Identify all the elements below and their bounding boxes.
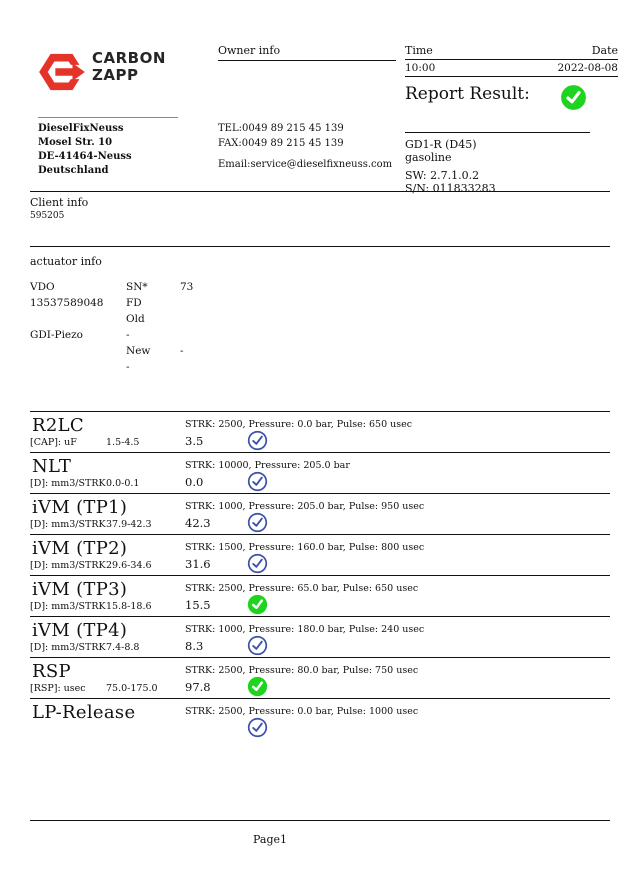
owner-tel: TEL:0049 89 215 45 139 xyxy=(218,123,344,134)
time-date-block xyxy=(405,44,618,79)
test-row xyxy=(30,493,610,535)
actuator-cell xyxy=(30,311,126,327)
actuator-cell: - xyxy=(126,361,130,373)
owner-contact-block xyxy=(218,121,392,172)
test-conditions: STRK: 1500, Pressure: 160.0 bar, Pulse: 800 usec xyxy=(185,542,425,553)
actuator-info-heading: actuator info xyxy=(30,255,102,268)
actuator-cell: FD xyxy=(126,297,142,309)
actuator-cell xyxy=(180,327,260,343)
test-row xyxy=(30,575,610,617)
test-unit-label: [D]: mm3/STRK xyxy=(30,478,106,489)
owner-fax: FAX:0049 89 215 45 139 xyxy=(218,138,344,149)
page-number: Page1 xyxy=(252,833,287,846)
actuator-row xyxy=(30,311,260,327)
test-row xyxy=(30,452,610,494)
owner-address-block xyxy=(38,117,178,178)
test-row xyxy=(30,657,610,699)
report-result-label: Report Result: xyxy=(405,84,530,104)
client-number: 595205 xyxy=(30,211,65,221)
test-name: RSP xyxy=(32,661,71,682)
test-value: 42.3 xyxy=(185,516,211,530)
machine-info-block xyxy=(405,132,590,195)
test-conditions: STRK: 1000, Pressure: 180.0 bar, Pulse: 240 usec xyxy=(185,624,425,635)
test-unit-label: [D]: mm3/STRK xyxy=(30,560,106,571)
check-icon xyxy=(247,717,268,738)
owner-street: Mosel Str. 10 xyxy=(38,137,113,148)
time-date-value-row xyxy=(405,62,618,77)
actuator-cell: GDI-Piezo xyxy=(30,329,83,341)
owner-city: DE-41464-Neuss xyxy=(38,151,132,162)
actuator-cell: 13537589048 xyxy=(30,297,104,309)
test-conditions: STRK: 2500, Pressure: 0.0 bar, Pulse: 1000 usec xyxy=(185,706,419,717)
test-range: 75.0-175.0 xyxy=(106,683,158,694)
test-name: R2LC xyxy=(32,415,84,436)
test-value: 0.0 xyxy=(185,475,204,489)
actuator-cell: SN* xyxy=(126,281,148,293)
date-value: 2022-08-08 xyxy=(557,62,618,74)
actuator-cell: - xyxy=(180,345,184,357)
test-row xyxy=(30,616,610,658)
test-name: iVM (TP4) xyxy=(32,620,128,641)
divider-line xyxy=(30,191,610,192)
actuator-row xyxy=(30,279,260,295)
test-value: 97.8 xyxy=(185,680,211,694)
check-icon xyxy=(247,512,268,533)
test-name: iVM (TP1) xyxy=(32,497,128,518)
check-icon xyxy=(247,471,268,492)
test-range: 15.8-18.6 xyxy=(106,601,152,612)
test-conditions: STRK: 2500, Pressure: 80.0 bar, Pulse: 750 usec xyxy=(185,665,419,676)
actuator-cell xyxy=(30,359,126,375)
logo-line2: ZAPP xyxy=(92,66,139,84)
time-label: Time xyxy=(405,44,433,57)
owner-name: DieselFixNeuss xyxy=(38,123,124,134)
test-row xyxy=(30,698,610,740)
report-result-pass-icon xyxy=(560,84,587,111)
actuator-cell xyxy=(180,311,260,327)
test-conditions: STRK: 2500, Pressure: 0.0 bar, Pulse: 650 usec xyxy=(185,419,413,430)
check-icon xyxy=(247,635,268,656)
machine-sw-version: SW: 2.7.1.0.2 xyxy=(405,169,480,182)
check-icon xyxy=(247,676,268,697)
actuator-row xyxy=(30,359,260,375)
time-value: 10:00 xyxy=(405,62,436,74)
actuator-cell: - xyxy=(126,329,130,341)
test-row xyxy=(30,411,610,453)
test-conditions: STRK: 10000, Pressure: 205.0 bar xyxy=(185,460,350,471)
check-icon xyxy=(247,430,268,451)
test-conditions: STRK: 1000, Pressure: 205.0 bar, Pulse: 950 usec xyxy=(185,501,425,512)
test-value: 31.6 xyxy=(185,557,211,571)
logo-wordmark xyxy=(92,50,166,84)
test-unit-label: [RSP]: usec xyxy=(30,683,86,694)
test-range: 7.4-8.8 xyxy=(106,642,140,653)
actuator-cell xyxy=(30,343,126,359)
test-unit-label: [D]: mm3/STRK xyxy=(30,601,106,612)
client-info-heading: Client info xyxy=(30,196,89,209)
actuator-cell xyxy=(180,359,260,375)
test-unit-label: [D]: mm3/STRK xyxy=(30,642,106,653)
owner-info-heading: Owner info xyxy=(218,44,396,61)
divider-line xyxy=(30,246,610,247)
actuator-cell: VDO xyxy=(30,281,55,293)
test-conditions: STRK: 2500, Pressure: 65.0 bar, Pulse: 650 usec xyxy=(185,583,419,594)
footer-divider-line xyxy=(30,820,610,821)
test-range: 37.9-42.3 xyxy=(106,519,152,530)
test-row xyxy=(30,534,610,576)
machine-fuel: gasoline xyxy=(405,150,452,164)
actuator-row xyxy=(30,295,260,311)
test-value: 3.5 xyxy=(185,434,204,448)
test-range: 0.0-0.1 xyxy=(106,478,140,489)
actuator-cell: 73 xyxy=(180,281,194,293)
actuator-cell: New xyxy=(126,345,151,357)
test-name: LP-Release xyxy=(32,702,136,723)
actuator-info-grid xyxy=(30,279,260,375)
actuator-row xyxy=(30,343,260,359)
machine-model: GD1-R (D45) xyxy=(405,138,477,151)
logo-line1: CARBON xyxy=(92,49,166,67)
check-icon xyxy=(247,553,268,574)
test-name: iVM (TP3) xyxy=(32,579,128,600)
owner-country: Deutschland xyxy=(38,165,109,176)
test-unit-label: [CAP]: uF xyxy=(30,437,77,448)
test-range: 1.5-4.5 xyxy=(106,437,140,448)
machine-serial-number: S/N: 011833283 xyxy=(405,181,496,195)
test-unit-label: [D]: mm3/STRK xyxy=(30,519,106,530)
check-icon xyxy=(247,594,268,615)
actuator-row xyxy=(30,327,260,343)
date-label: Date xyxy=(591,44,618,57)
test-name: iVM (TP2) xyxy=(32,538,128,559)
time-date-header-row xyxy=(405,44,618,60)
test-name: NLT xyxy=(32,456,72,477)
carbon-zapp-logo-icon xyxy=(38,52,86,92)
owner-email: Email:service@dieselfixneuss.com xyxy=(218,159,393,170)
test-range: 29.6-34.6 xyxy=(106,560,152,571)
test-value: 8.3 xyxy=(185,639,204,653)
actuator-cell: Old xyxy=(126,313,145,325)
test-value: 15.5 xyxy=(185,598,211,612)
actuator-cell xyxy=(180,295,260,311)
